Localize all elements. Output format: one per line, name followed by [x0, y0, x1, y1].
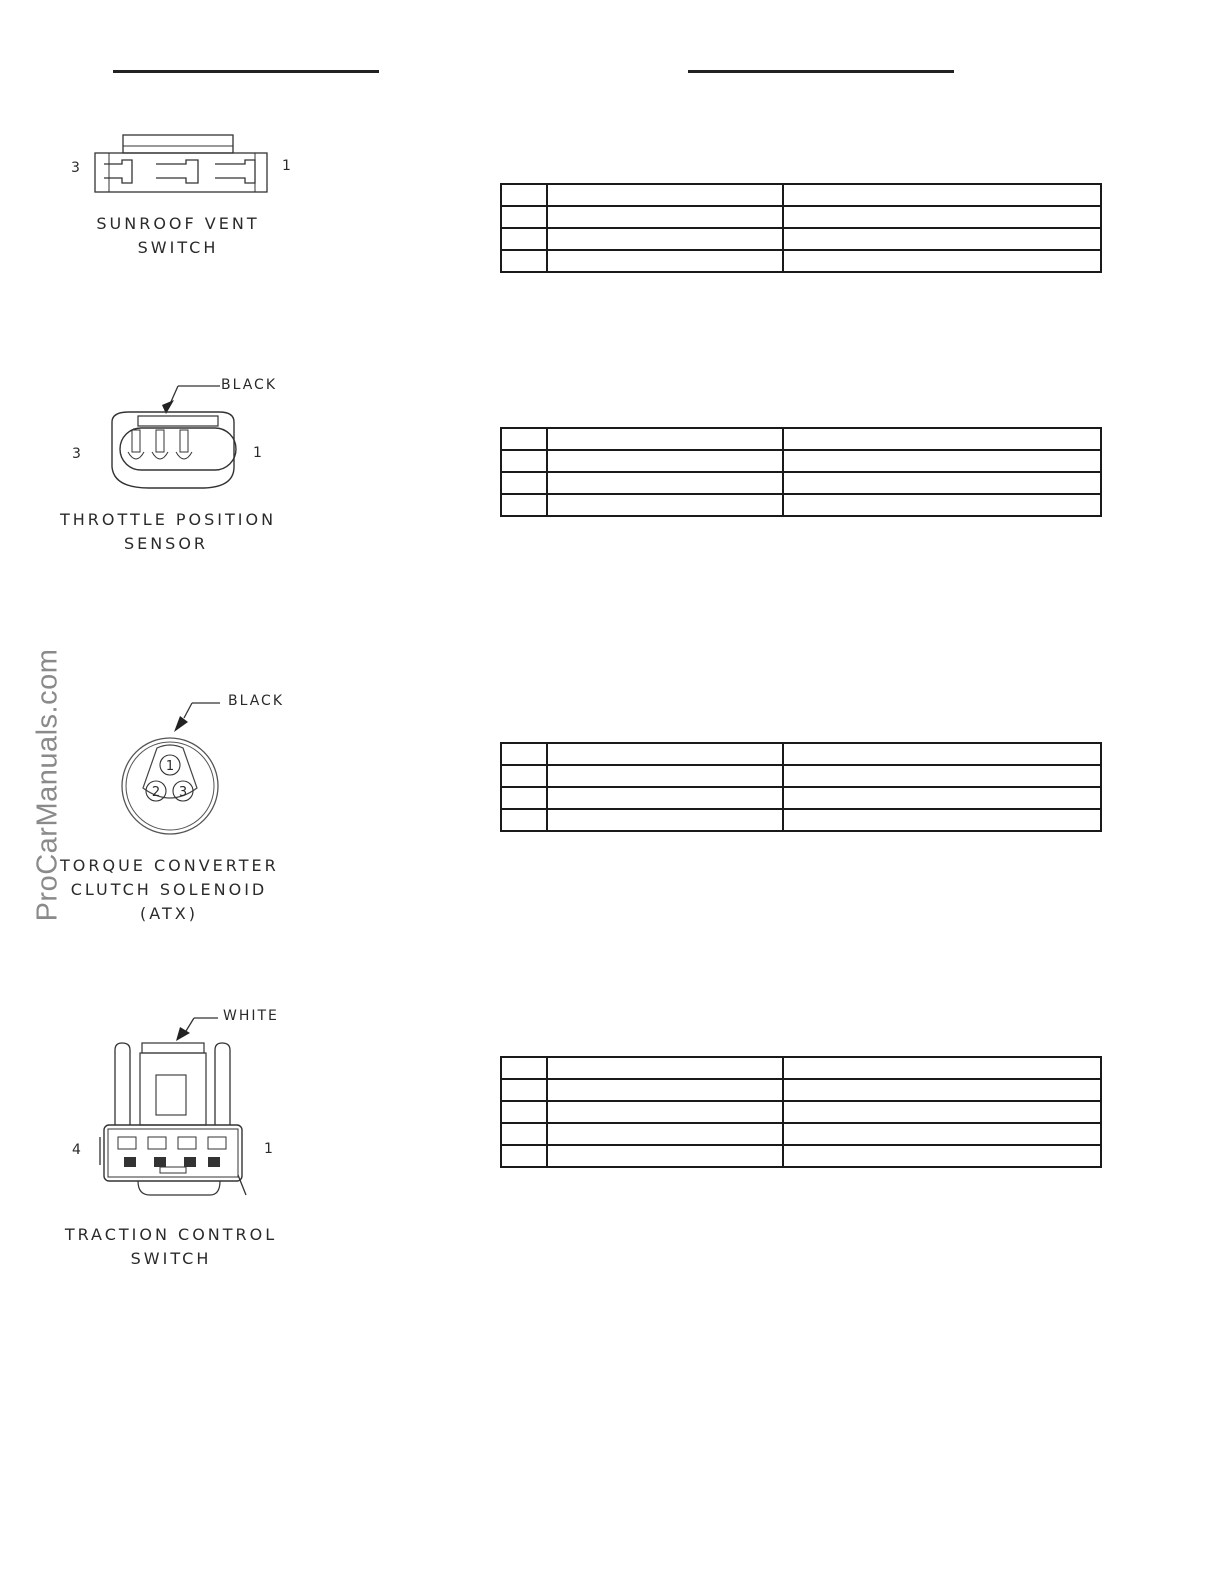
- cavity-cell: [501, 1101, 547, 1123]
- table-row: [501, 765, 1101, 787]
- torque-converter-clutch-solenoid-pinout-table: [500, 742, 1102, 832]
- table-row: [501, 1101, 1101, 1123]
- circuit-cell: [547, 809, 783, 831]
- throttle-position-sensor-pinout-table: [500, 427, 1102, 517]
- sunroof-vent-switch-drawing: [60, 130, 310, 200]
- color-callout-label: BLACK: [228, 693, 285, 709]
- connector-label: [60, 212, 296, 260]
- cavity-cell: [501, 450, 547, 472]
- connector-label: [60, 854, 278, 926]
- circuit-cell: [547, 206, 783, 228]
- table-row: [501, 250, 1101, 272]
- circuit-cell: [547, 472, 783, 494]
- pin-label-right: 1: [282, 158, 291, 174]
- torque-converter-clutch-solenoid-connector: [60, 690, 320, 930]
- table-header-row: [501, 184, 1101, 206]
- table-row: [501, 206, 1101, 228]
- cavity-cell: [501, 494, 547, 516]
- circuit-header-cell: [547, 1057, 783, 1079]
- table-row: [501, 1145, 1101, 1167]
- watermark: ProCarManuals.com: [31, 648, 64, 922]
- pin-label-left: 4: [72, 1142, 81, 1158]
- cavity-header-cell: [501, 743, 547, 765]
- cavity-header-cell: [501, 1057, 547, 1079]
- circuit-cell: [547, 787, 783, 809]
- torque-converter-clutch-solenoid-drawing: [60, 690, 320, 840]
- circuit-cell: [547, 1101, 783, 1123]
- throttle-position-sensor-connector: [60, 372, 310, 562]
- connector-label: [60, 1223, 282, 1271]
- circuit-cell: [547, 250, 783, 272]
- function-cell: [783, 494, 1101, 516]
- connector-label-line: CLUTCH SOLENOID: [70, 880, 268, 899]
- circuit-header-cell: [547, 428, 783, 450]
- table-row: [501, 787, 1101, 809]
- sunroof-vent-switch-pinout-table: [500, 183, 1102, 273]
- function-cell: [783, 787, 1101, 809]
- function-cell: [783, 450, 1101, 472]
- connector-label-line: SENSOR: [123, 534, 209, 553]
- cavity-cell: [501, 472, 547, 494]
- circuit-cell: [547, 1079, 783, 1101]
- table-row: [501, 450, 1101, 472]
- table-row: [501, 809, 1101, 831]
- cavity-3-label: 3: [178, 785, 188, 800]
- function-cell: [783, 228, 1101, 250]
- function-header-cell: [783, 428, 1101, 450]
- table-row: [501, 472, 1101, 494]
- table-header-row: [501, 743, 1101, 765]
- left-header-rule: [113, 70, 379, 73]
- circuit-cell: [547, 228, 783, 250]
- circuit-cell: [547, 765, 783, 787]
- circuit-cell: [547, 450, 783, 472]
- function-cell: [783, 809, 1101, 831]
- traction-control-switch-connector: [60, 1005, 320, 1275]
- connector-label-line: SWITCH: [130, 1249, 212, 1268]
- cavity-cell: [501, 1145, 547, 1167]
- cavity-cell: [501, 765, 547, 787]
- function-cell: [783, 1123, 1101, 1145]
- color-callout-label: BLACK: [221, 377, 278, 393]
- function-header-cell: [783, 1057, 1101, 1079]
- pin-label-left: 3: [71, 160, 80, 176]
- table-row: [501, 1079, 1101, 1101]
- function-cell: [783, 1101, 1101, 1123]
- cavity-cell: [501, 809, 547, 831]
- cavity-cell: [501, 250, 547, 272]
- function-header-cell: [783, 743, 1101, 765]
- right-header-rule: [688, 70, 954, 73]
- cavity-1-label: 1: [165, 759, 175, 774]
- circuit-cell: [547, 1123, 783, 1145]
- cavity-cell: [501, 1123, 547, 1145]
- cavity-header-cell: [501, 428, 547, 450]
- cavity-2-label: 2: [151, 785, 161, 800]
- table-row: [501, 228, 1101, 250]
- table-row: [501, 1123, 1101, 1145]
- circuit-cell: [547, 494, 783, 516]
- connector-label-line: THROTTLE POSITION: [60, 510, 277, 529]
- cavity-cell: [501, 787, 547, 809]
- circuit-header-cell: [547, 743, 783, 765]
- function-cell: [783, 765, 1101, 787]
- circuit-cell: [547, 1145, 783, 1167]
- pin-label-right: 1: [264, 1141, 273, 1157]
- connector-label: [60, 508, 277, 556]
- connector-label-line: SUNROOF VENT: [96, 214, 260, 233]
- connector-label-line: (ATX): [140, 904, 198, 923]
- function-cell: [783, 1145, 1101, 1167]
- cavity-cell: [501, 1079, 547, 1101]
- table-row: [501, 494, 1101, 516]
- traction-control-switch-drawing: [60, 1005, 320, 1205]
- function-cell: [783, 206, 1101, 228]
- circuit-header-cell: [547, 184, 783, 206]
- connector-label-line: TORQUE CONVERTER: [60, 856, 279, 875]
- function-cell: [783, 472, 1101, 494]
- cavity-cell: [501, 206, 547, 228]
- function-cell: [783, 1079, 1101, 1101]
- function-header-cell: [783, 184, 1101, 206]
- connector-label-line: SWITCH: [137, 238, 219, 257]
- function-cell: [783, 250, 1101, 272]
- table-header-row: [501, 428, 1101, 450]
- table-header-row: [501, 1057, 1101, 1079]
- sunroof-vent-switch-connector: [60, 130, 310, 270]
- connector-label-line: TRACTION CONTROL: [64, 1225, 278, 1244]
- pin-label-left: 3: [72, 446, 81, 462]
- cavity-cell: [501, 228, 547, 250]
- traction-control-switch-pinout-table: [500, 1056, 1102, 1168]
- color-callout-label: WHITE: [223, 1008, 279, 1024]
- cavity-header-cell: [501, 184, 547, 206]
- pin-label-right: 1: [253, 445, 262, 461]
